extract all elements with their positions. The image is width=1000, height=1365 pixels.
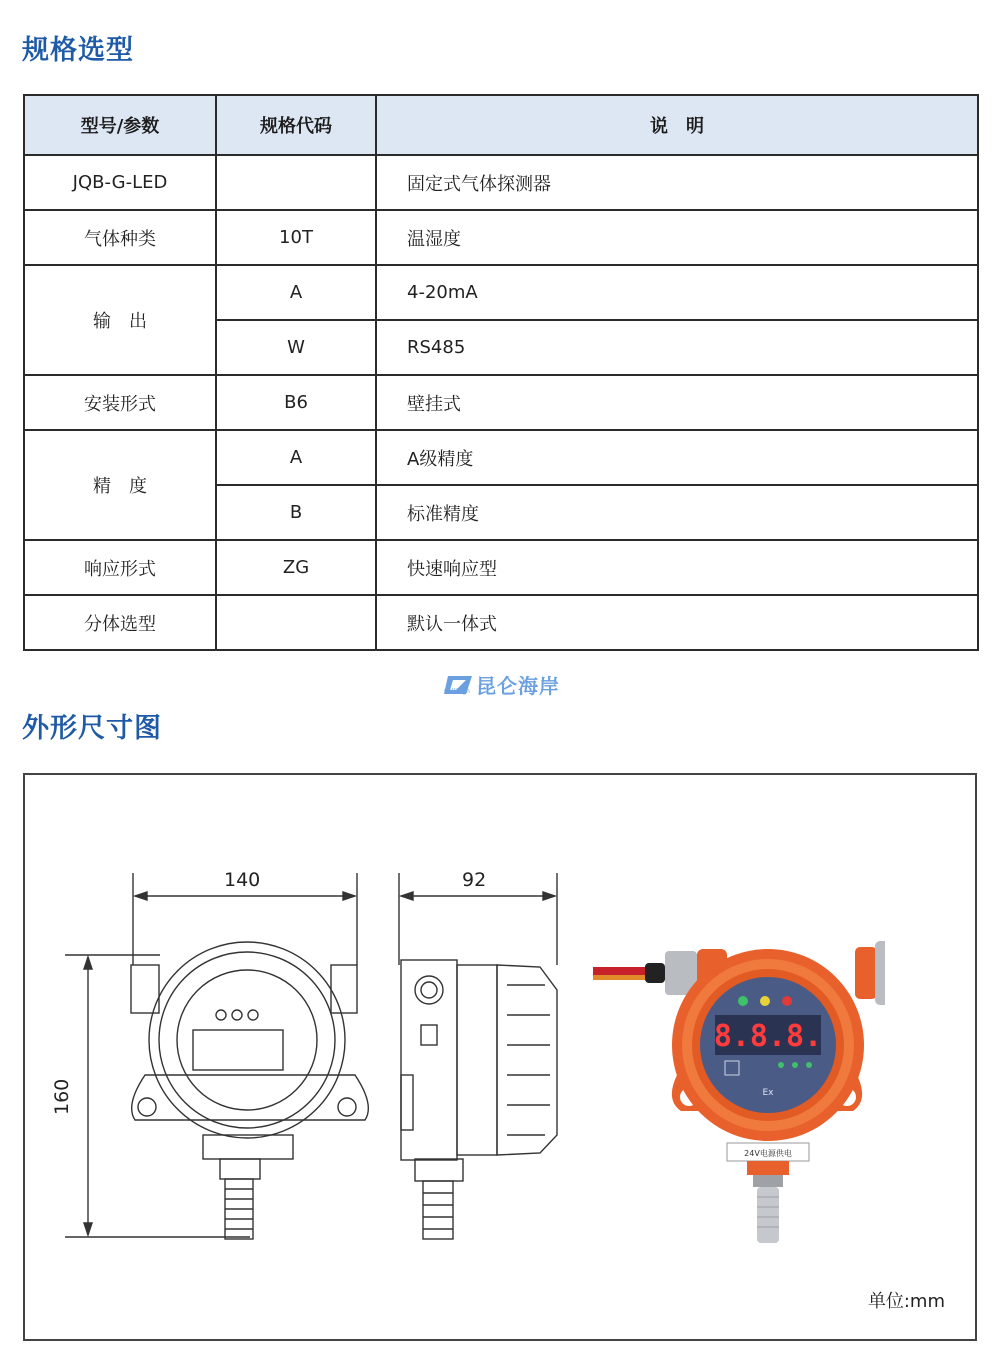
table-row — [24, 540, 978, 595]
desc-cell: 温湿度 — [376, 210, 978, 265]
code-cell: ZG — [216, 540, 376, 595]
desc-cell: 4-20mA — [376, 265, 978, 320]
depth-dimension-label: 92 — [462, 869, 487, 891]
table-row — [24, 430, 978, 485]
table-header-row — [24, 95, 978, 155]
company-logo — [444, 670, 560, 699]
spec-section-title: 规格选型 — [22, 35, 134, 66]
height-dimension-label: 160 — [51, 1078, 73, 1115]
param-cell: 分体选型 — [24, 595, 216, 650]
code-cell: 10T — [216, 210, 376, 265]
code-cell: A — [216, 265, 376, 320]
dimension-drawing — [23, 773, 977, 1341]
device-seal-text: Ex — [762, 1088, 774, 1098]
table-row — [24, 210, 978, 265]
param-cell: 响应形式 — [24, 540, 216, 595]
desc-cell: 标准精度 — [376, 485, 978, 540]
logo-text: 昆仑海岸 — [476, 674, 560, 698]
desc-cell: 壁挂式 — [376, 375, 978, 430]
drawing-section-title: 外形尺寸图 — [22, 713, 162, 744]
code-cell — [216, 595, 376, 650]
header-param: 型号/参数 — [24, 95, 216, 155]
param-cell: JQB-G-LED — [24, 155, 216, 210]
header-desc: 说 明 — [376, 95, 978, 155]
code-cell: B — [216, 485, 376, 540]
code-cell: W — [216, 320, 376, 375]
width-dimension-label: 140 — [224, 869, 261, 891]
table-row — [24, 375, 978, 430]
desc-cell: RS485 — [376, 320, 978, 375]
param-cell: 精 度 — [24, 430, 216, 540]
unit-label: 单位:mm — [867, 1291, 945, 1312]
desc-cell: 固定式气体探测器 — [376, 155, 978, 210]
logo-subtext: Collihigh — [444, 688, 470, 695]
header-code: 规格代码 — [216, 95, 376, 155]
desc-cell: 默认一体式 — [376, 595, 978, 650]
param-cell: 输 出 — [24, 265, 216, 375]
device-nameplate: 24V电源供电 — [744, 1149, 792, 1158]
code-cell — [216, 155, 376, 210]
param-cell: 气体种类 — [24, 210, 216, 265]
table-row — [24, 155, 978, 210]
desc-cell: A级精度 — [376, 430, 978, 485]
spec-table — [23, 94, 979, 651]
desc-cell: 快速响应型 — [376, 540, 978, 595]
device-display-readout: 8.8.8. — [713, 1019, 823, 1054]
param-cell: 安装形式 — [24, 375, 216, 430]
code-cell: A — [216, 430, 376, 485]
table-row — [24, 595, 978, 650]
code-cell: B6 — [216, 375, 376, 430]
device-photo — [585, 925, 885, 1245]
table-row — [24, 265, 978, 320]
